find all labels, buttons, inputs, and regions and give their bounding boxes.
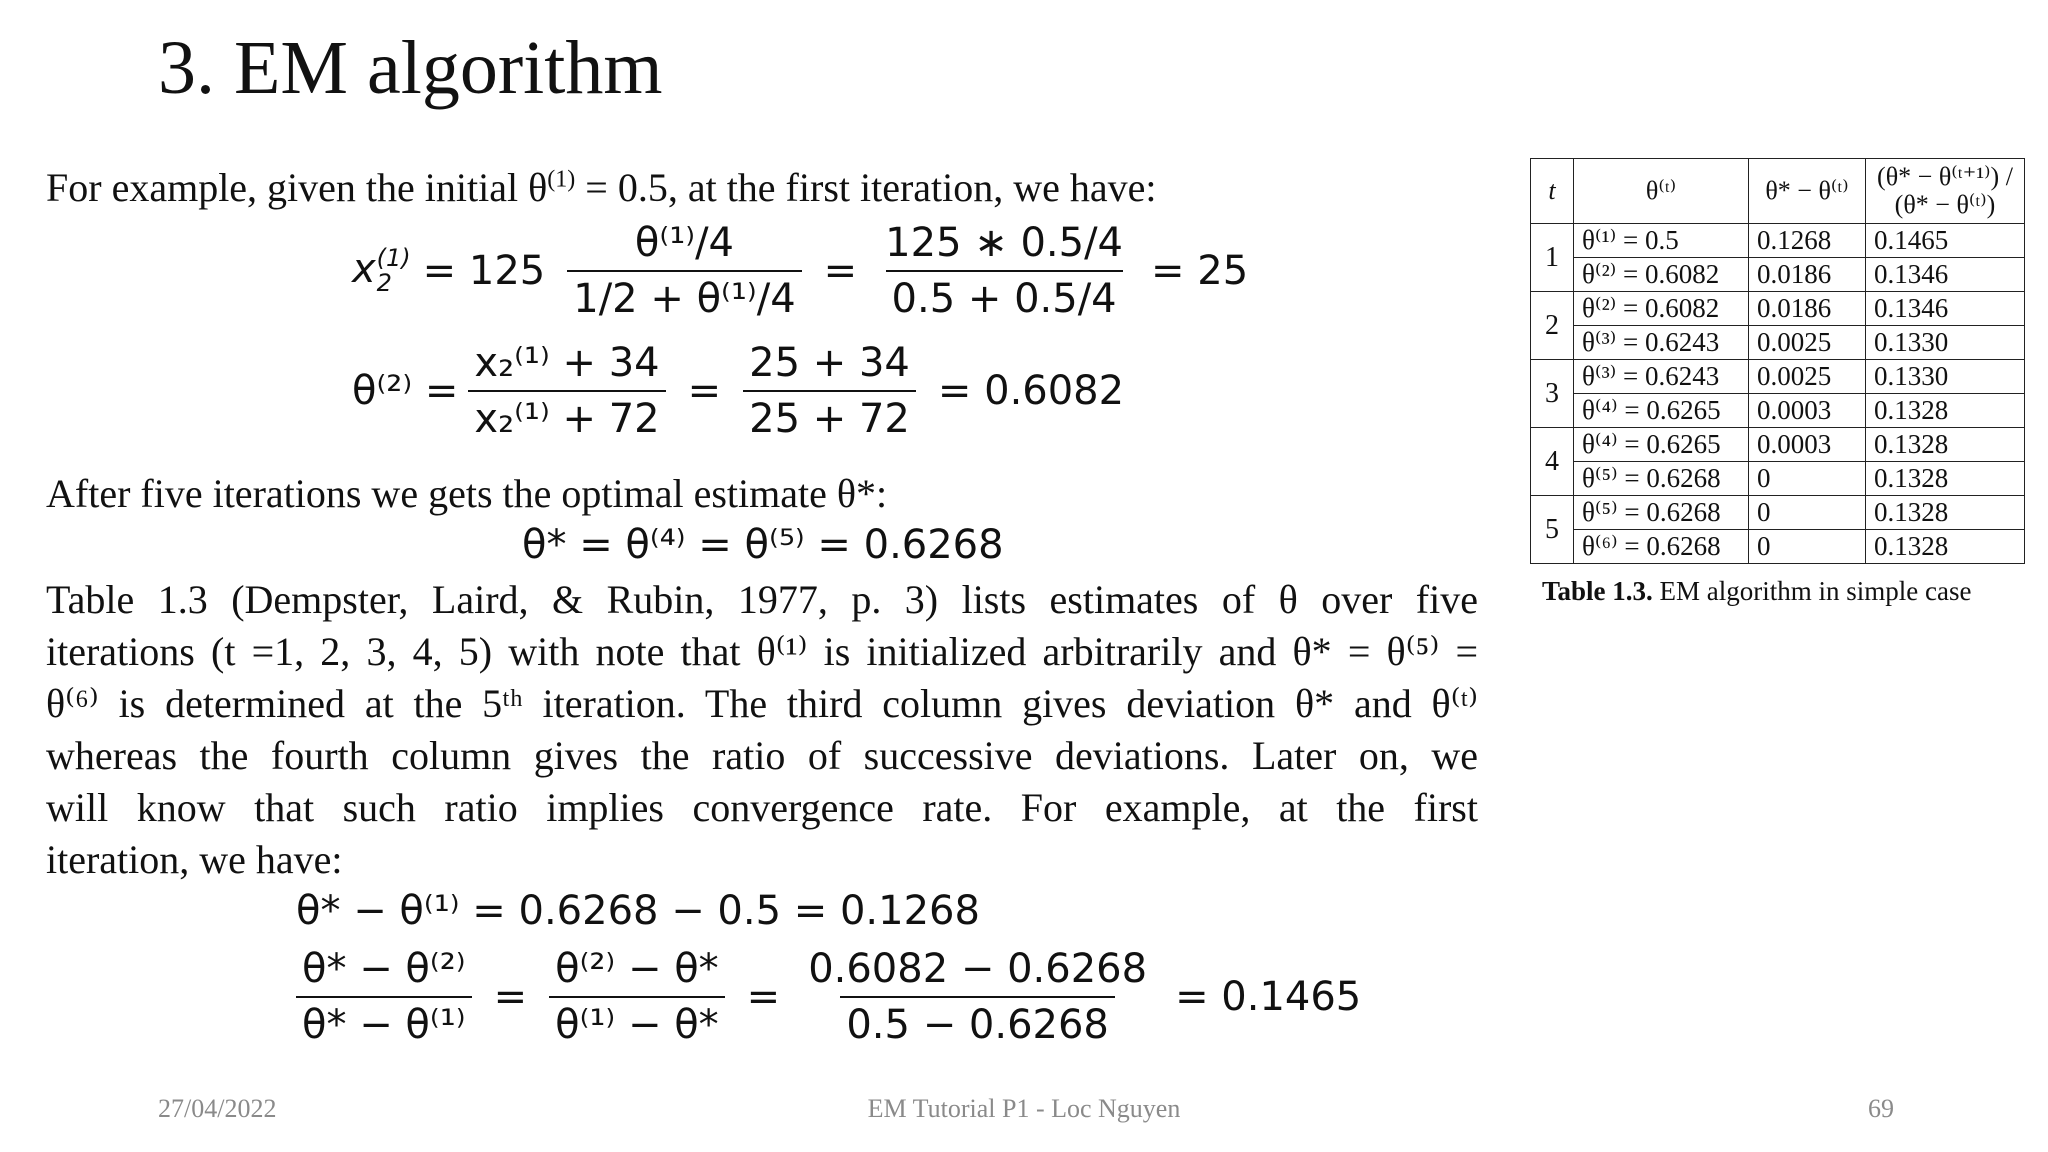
footer-page-number: 69 [1868,1094,1894,1123]
intro-text [46,162,1157,214]
table-cell: 0.1330 [1866,360,2025,394]
eq2-result: = 0.6082 [937,368,1125,414]
table-row [1531,496,2025,530]
equation-ratio [296,946,1373,1048]
table-cell: θ⁽³⁾ = 0.6243 [1574,360,1749,394]
paragraph-line: will know that such ratio implies convergence rate. For example, at the first [46,785,1478,830]
table-cell: θ⁽⁶⁾ = 0.6268 [1574,530,1749,564]
table-cell: 0.1346 [1866,258,2025,292]
table-cell: θ⁽⁴⁾ = 0.6265 [1574,394,1749,428]
table-row [1531,326,2025,360]
eq2-frac2: $\frac{25 + 34}{25 + 72}$ [743,340,916,442]
header-deviation: θ* − θ⁽ᵗ⁾ [1749,159,1866,224]
equation-deviation: θ* − θ⁽¹⁾ = 0.6268 − 0.5 = 0.1268 [296,888,980,934]
table-cell: θ⁽⁵⁾ = 0.6268 [1574,462,1749,496]
em-table [1530,158,2025,564]
footer-date: 27/04/2022 [158,1094,277,1123]
table-row [1531,394,2025,428]
header-t: t [1531,159,1574,224]
eq5-eq: = [493,974,528,1020]
intro-text-b: = 0.5, at the first iteration, we have: [575,165,1157,210]
table-cell: 0.0186 [1749,292,1866,326]
intro-text-a: For example, given the initial θ [46,165,548,210]
table-cell: 0 [1749,462,1866,496]
table-cell: θ⁽³⁾ = 0.6243 [1574,326,1749,360]
table-cell: 0.1328 [1866,394,2025,428]
em-table-figure [1530,158,2025,607]
table-cell: 0.1328 [1866,462,2025,496]
table-row [1531,530,2025,564]
table-cell: 0.1328 [1866,530,2025,564]
table-row [1531,462,2025,496]
table-cell: θ⁽²⁾ = 0.6082 [1574,258,1749,292]
eq5-frac1: $\frac{\text{θ* − θ⁽²⁾}}{\text{θ* − θ⁽¹⁾}}$ [296,946,472,1048]
table-cell: 0.0025 [1749,360,1866,394]
table-cell: 0.1465 [1866,224,2025,258]
equation-x2 [352,220,1260,322]
table-cell: θ⁽⁵⁾ = 0.6268 [1574,496,1749,530]
table-cell-t: 3 [1531,360,1574,428]
eq5-result: = 0.1465 [1175,974,1362,1020]
table-cell-t: 2 [1531,292,1574,360]
eq1-eq: = 125 [422,248,546,294]
eq1-eq2: = [823,248,858,294]
eq2-lhs: θ⁽²⁾ = [352,368,459,414]
table-cell: 0 [1749,530,1866,564]
paragraph-line: θ⁽⁶⁾ is determined at the 5ᵗʰ iteration. The third column gives deviation θ* and θ⁽ᵗ⁾ [46,681,1478,726]
table-cell: θ⁽²⁾ = 0.6082 [1574,292,1749,326]
table-row [1531,428,2025,462]
eq2-frac1: $\frac{\text{x₂⁽¹⁾ + 34}}{\text{x₂⁽¹⁾ + 72}}$ [468,340,665,442]
table-cell: 0.1268 [1749,224,1866,258]
table-cell: 0.0003 [1749,428,1866,462]
paragraph-line: Table 1.3 (Dempster, Laird, & Rubin, 1977, p. 3) lists estimates of θ over five [46,577,1478,622]
paragraph-line: iteration, we have: [46,837,343,882]
table-caption [1530,576,2025,607]
table-cell-t: 4 [1531,428,1574,496]
eq5-eq2: = [746,974,781,1020]
after-iterations-text: After five iterations we gets the optimal estimate θ*: [46,471,888,516]
table-cell: 0.1328 [1866,428,2025,462]
table-row [1531,258,2025,292]
table-cell: θ⁽⁴⁾ = 0.6265 [1574,428,1749,462]
table-cell: 0 [1749,496,1866,530]
equation-theta-star: θ* = θ⁽⁴⁾ = θ⁽⁵⁾ = 0.6268 [522,522,1004,568]
eq1-lhs: x (1) 2 [352,243,411,297]
eq5-frac3: $\frac{0.6082 - 0.6268}{0.5 - 0.6268}$ [808,946,1148,1048]
table-cell: 0.0186 [1749,258,1866,292]
eq5-frac2: $\frac{\text{θ⁽²⁾ − θ*}}{\text{θ⁽¹⁾ − θ*}}$ [549,946,725,1048]
explanation-paragraph [46,574,1478,886]
table-cell-t: 5 [1531,496,1574,564]
eq1-frac1: $\frac{\text{θ⁽¹⁾/4}}{\text{1/2 + θ⁽¹⁾/4}}$ [567,220,801,322]
table-cell: 0.1346 [1866,292,2025,326]
equation-theta2 [352,340,1136,442]
table-cell: 0.1328 [1866,496,2025,530]
footer-title: EM Tutorial P1 - Loc Nguyen [867,1094,1181,1123]
eq1-frac2: $\frac{125 ∗ 0.5/4}{0.5 + 0.5/4}$ [885,220,1124,322]
table-row [1531,292,2025,326]
table-row [1531,360,2025,394]
table-cell: θ⁽¹⁾ = 0.5 [1574,224,1749,258]
table-row [1531,224,2025,258]
table-header-row [1531,159,2025,224]
table-cell-t: 1 [1531,224,1574,292]
header-theta-t: θ⁽ᵗ⁾ [1574,159,1749,224]
slide-title: 3. EM algorithm [158,26,663,110]
intro-text-sup: (1) [547,166,576,193]
table-caption-label: Table 1.3. [1542,576,1653,606]
table-cell: 0.0003 [1749,394,1866,428]
eq1-result: = 25 [1151,248,1249,294]
table-cell: 0.1330 [1866,326,2025,360]
table-caption-text: EM algorithm in simple case [1652,576,1972,606]
paragraph-line: whereas the fourth column gives the ratio of successive deviations. Later on, we [46,733,1478,778]
paragraph-line: iterations (t =1, 2, 3, 4, 5) with note that θ⁽¹⁾ is initialized arbitrarily and θ* = θ⁽⁵⁾ = [46,629,1478,674]
header-ratio: (θ* − θ⁽ᵗ⁺¹⁾) / (θ* − θ⁽ᵗ⁾) [1866,159,2025,224]
table-cell: 0.0025 [1749,326,1866,360]
eq2-eq: = [687,368,722,414]
